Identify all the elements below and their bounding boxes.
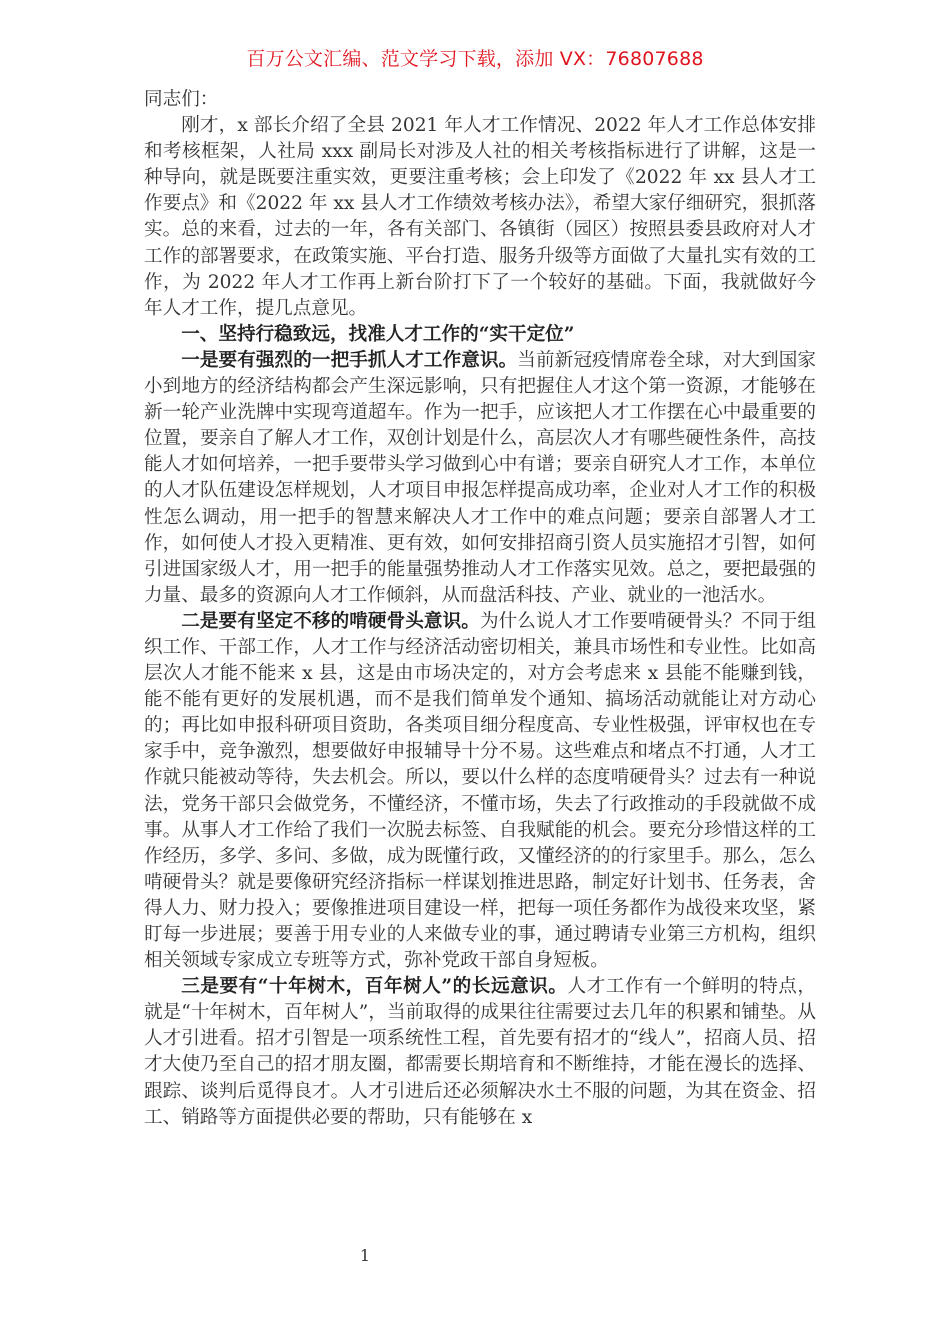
- point-lead-2: 二是要有坚定不移的啃硬骨头意识。: [181, 610, 480, 632]
- point-paragraph-3: [144, 974, 816, 1131]
- salutation: 同志们：: [144, 89, 219, 110]
- page-number: 1: [359, 1246, 371, 1265]
- point-body-1: 当前新冠疫情席卷全球，对大到国家小到地方的经济结构都会产生深远影响，只有把握住人才这个第一资源，才能够在新一轮产业洗牌中实现弯道超车。作为一把手，应该把人才工作摆在心中最重要的位置，要亲自了解人才工作，双创计划是什么，高层次人才有哪些硬性条件，高技能人才如何培养，一把手要带头学习做到心中有谱；要亲自研究人才工作，本单位的人才队伍建设怎样规划，人才项目申报怎样提高成功率，企业对人才工作的积极性怎么调动，用一把手的智慧来解决人才工作中的难点问题；要亲自部署人才工作，如何使人才投入更精准、更有效，如何安排招商引资人员实施招才引智，如何引进国家级人才，用一把手的能量强势推动人才工作落实见效。总之，要把最强的力量、最多的资源向人才工作倾斜，从而盘活科技、产业、就业的一池活水。: [144, 349, 816, 606]
- point-paragraph-2: [144, 609, 816, 974]
- point-lead-3: 三是要有“十年树木，百年树人”的长远意识。: [181, 976, 568, 998]
- point-body-2: 为什么说人才工作要啃硬骨头？不同于组织工作、干部工作，人才工作与经济活动密切相关，兼具市场性和专业性。比如高层次人才能不能来 x 县，这是由市场决定的，对方会考虑来 x 县能不能赚到钱，能不能有更好的发展机遇，而不是我们简单发个通知、搞场活动就能让对方动心的；再比如申报科研项目资助，各类项目细分程度高、专业性极强，评审权也在专家手中，竞争激烈，想要做好申报辅导十分不易。这些难点和堵点不打通，人才工作就只能被动等待，失去机会。所以，要以什么样的态度啃硬骨头？过去有一种说法，党务干部只会做党务，不懂经济，不懂市场，失去了行政推动的手段就做不成事。从事人才工作给了我们一次脱去标签、自我赋能的机会。要充分珍惜这样的工作经历，多学、多问、多做，成为既懂行政，又懂经济的的行家里手。那么，怎么啃硬骨头？就是要像研究经济指标一样谋划推进思路，制定好计划书、任务表，舍得人力、财力投入；要像推进项目建设一样，把每一项任务都作为战役来攻坚，紧盯每一步进展；要善于用专业的人来做专业的事，通过聘请专业第三方机构，组织相关领域专家成立专班等方式，弥补党政干部自身短板。: [144, 610, 816, 972]
- document-body: [144, 87, 816, 1131]
- point-lead-1: 一是要有强烈的一把手抓人才工作意识。: [181, 349, 518, 371]
- point-paragraph-1: [144, 348, 816, 609]
- section-heading-1: 一、坚持行稳致远，找准人才工作的“实干定位”: [181, 323, 575, 345]
- intro-paragraph: 刚才，x 部长介绍了全县 2021 年人才工作情况、2022 年人才工作总体安排和考核框架，人社局 xxx 副局长对涉及人社的相关考核指标进行了讲解，这是一种导向，就是既要注重实效，更要注重考核；会上印发了《2022 年 xx 县人才工作要点》和《2022 年 xx 县人才工作绩效考核办法》，希望大家仔细研究，狠抓落实。总的来看，过去的一年，各有关部门、各镇街（园区）按照县委县政府对人才工作的部署要求，在政策实施、平台打造、服务升级等方面做了大量扎实有效的工作，为 2022 年人才工作再上新台阶打下了一个较好的基础。下面，我就做好今年人才工作，提几点意见。: [144, 115, 816, 319]
- point-body-3: 人才工作有一个鲜明的特点，就是“十年树木，百年树人”，当前取得的成果往往需要过去几年的积累和铺垫。从人才引进看。招才引智是一项系统性工程，首先要有招才的“线人”，招商人员、招才大使乃至自己的招才朋友圈，都需要长期培育和不断维持，才能在漫长的选择、跟踪、谈判后觅得良才。人才引进后还必须解决水土不服的问题，为其在资金、招工、销路等方面提供必要的帮助，只有能够在 x: [144, 976, 816, 1128]
- watermark-banner: 百万公文汇编、范文学习下载，添加 VX：76807688: [246, 48, 704, 70]
